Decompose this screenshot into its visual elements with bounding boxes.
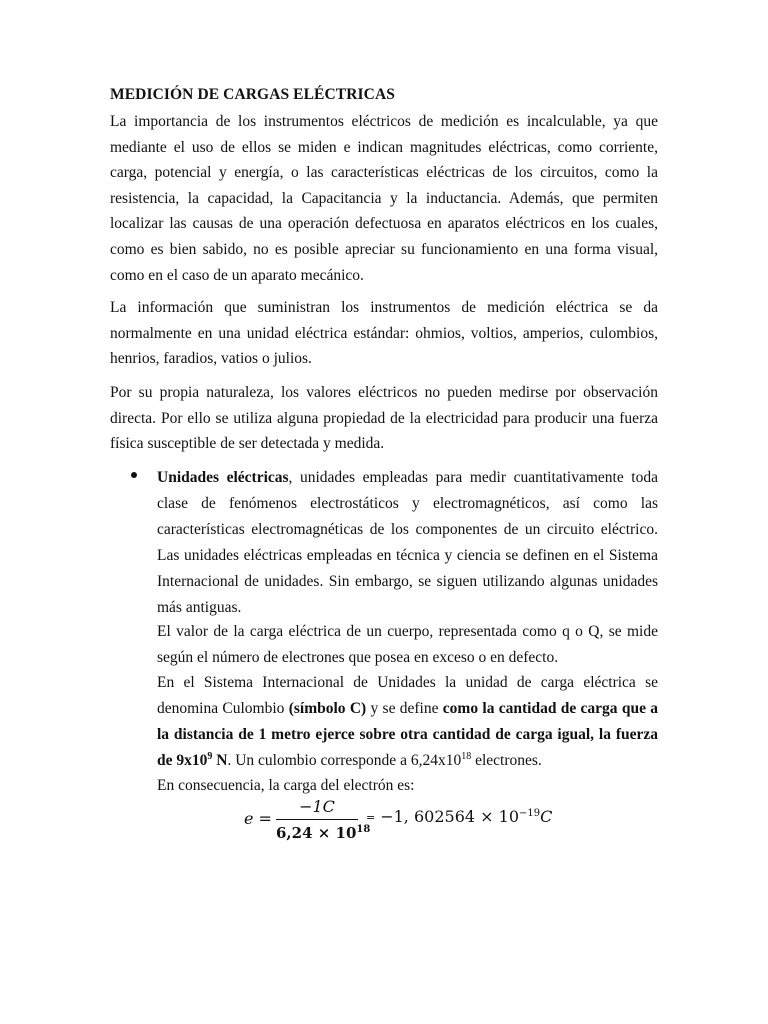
bullet-item-electrical-units [157,465,658,621]
si-bold-exponent: 9 [207,751,213,762]
formula-denominator-base: 6,24 × 10 [276,824,357,842]
bullet-term: Unidades eléctricas [157,469,289,486]
formula-denominator [276,821,371,845]
bullet-icon [131,472,137,478]
formula-lhs: e = [244,809,272,828]
si-text-2: y se define [366,700,443,717]
si-bold-definition: como la cantidad de carga que a la distancia de 1 metro ejerce sobre otra cantidad de carga igual, la fuerza de 9x10 [157,700,658,769]
formula-rhs [366,807,552,826]
paragraph-importance: La importancia de los instrumentos eléctricos de medición es incalculable, ya que mediante el uso de ellos se miden e indican magnitudes eléctricas, como corriente, carga, potencial y energía, o las características eléctricas de los circuitos, como la resistencia, la capacidad, la Capacitancia y la inductancia. Además, que permiten localizar las causas de una operación defectuosa en aparatos eléctricos en los cuales, como es bien sabido, no es posible apreciar su funcionamiento en una forma visual, como en el caso de un aparato mecánico. [110,113,658,284]
page-title: MEDICIÓN DE CARGAS ELÉCTRICAS [110,86,395,103]
formula-rhs-exponent: −19 [519,808,541,819]
si-text-4: electrones. [471,752,542,769]
si-text-1: En el Sistema Internacional de Unidades la unidad de carga eléctrica se denomina Culombio [157,674,658,717]
formula-rhs-value: −1, 602564 × 10 [380,807,519,826]
formula-equals: = [366,811,376,824]
fraction-bar [276,819,358,820]
si-symbol: (símbolo C) [288,700,367,717]
si-text-3: . Un culombio corresponde a 6,24x10 [227,752,462,769]
paragraph-nature: Por su propia naturaleza, los valores eléctricos no pueden medirse por observación directa. Por ello se utiliza alguna propiedad de la electricidad para producir una fuerza física susceptible de ser detectada y medida. [110,384,658,453]
paragraph-units: La información que suministran los instrumentos de medición eléctrica se da normalmente en una unidad eléctrica estándar: ohmios, voltios, amperios, culombios, henrios, faradios, vatios o julios. [110,299,658,368]
formula-fraction [276,796,371,845]
formula-rhs-unit: C [540,807,553,826]
si-bold-unit: N [212,752,228,769]
si-exponent: 18 [461,751,472,762]
formula-numerator: −1C [299,797,335,816]
formula-denominator-exponent: 18 [356,824,371,835]
bullet-text: , unidades empleadas para medir cuantitativamente toda clase de fenómenos electrostáticos y electromagnéticos, así como las características electromagnéticas de los componentes de un circuito eléctrico. Las unidades eléctricas empleadas en técnica y ciencia se definen en el Sistema Internacional de unidades. Sin embargo, se siguen utilizando algunas unidades más antiguas. [157,469,658,616]
paragraph-si-definition [157,670,658,774]
paragraph-charge-value: El valor de la carga eléctrica de un cuerpo, representada como q o Q, se mide según el número de electrones que posea en exceso o en defecto. [157,623,658,666]
paragraph-consequence: En consecuencia, la carga del electrón es: [157,777,415,794]
